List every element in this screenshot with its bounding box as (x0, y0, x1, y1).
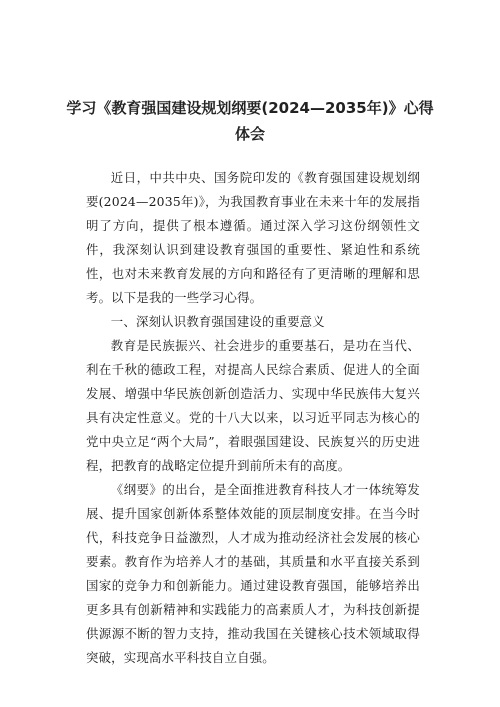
document-body (86, 166, 420, 670)
section-heading: 一、深刻认识教育强国建设的重要意义 (110, 314, 325, 329)
intro-paragraph: 近日，中共中央、国务院印发的《教育强国建设规划纲要(2024—2035年)》，为我国教育事业在未来十年的发展指明了方向，提供了根本遵循。通过深入学习这份纲领性文件，我深刻认识到建设教育强国的重要性、紧迫性和系统性，也对未来教育发展的方向和路径有了更清晰的理解和思考。以下是我的一些学习心得。 (86, 170, 420, 305)
body-paragraph: 《纲要》的出台，是全面推进教育科技人才一体统筹发展、提升国家创新体系整体效能的顶层制度安排。在当今时代，科技竞争日益激烈，人才成为推动经济社会发展的核心要素。教育作为培养人才的基础，其质量和水平直接关系到国家的竞争力和创新能力。通过建设教育强国，能够培养出更多具有创新精神和实践能力的高素质人才，为科技创新提供源源不断的智力支持，推动我国在关键核心技术领域取得突破，实现高水平科技自立自强。 (86, 482, 420, 665)
document-title (60, 95, 440, 147)
title-line-1: 学习《教育强国建设规划纲要(2024—2035年)》心得 (66, 99, 434, 117)
title-line-2: 体会 (234, 125, 265, 143)
body-paragraph: 教育是民族振兴、社会进步的重要基石，是功在当代、利在千秋的德政工程，对提高人民综合素质、促进人的全面发展、增强中华民族创新创造活力、实现中华民族伟大复兴具有决定性意义。党的十八大以来，以习近平同志为核心的党中央立足“两个大局”，着眼强国建设、民族复兴的历史进程，把教育的战略定位提升到前所未有的高度。 (86, 338, 420, 473)
